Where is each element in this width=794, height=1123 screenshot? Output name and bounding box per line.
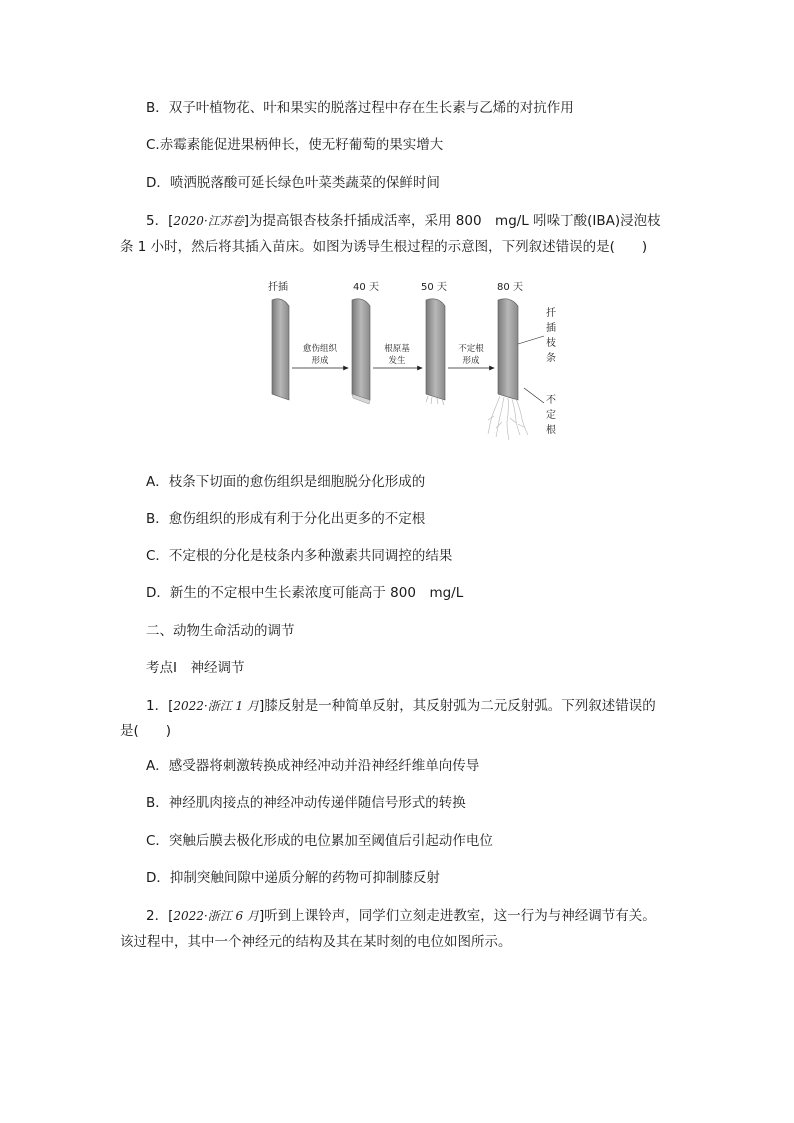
rooting-process-figure	[262, 276, 562, 442]
option-b-prev: B．双子叶植物花、叶和果实的脱落过程中存在生长素与乙烯的对抗作用	[146, 100, 574, 116]
question-stem-text: ]为提高银杏枝条扦插成活率，采用 800 mg/L 吲哚丁酸(IBA)浸泡枝	[243, 213, 661, 229]
question-1-stem-line2: 是( )	[120, 723, 172, 739]
cutting-stage-4	[498, 299, 518, 400]
question-5-stem-line2: 条 1 小时，然后将其插入苗床。如图为诱导生根过程的示意图，下列叙述错误的是( )	[120, 239, 648, 255]
arrow-3-label-line1: 不定根	[458, 344, 484, 354]
cutting-leader-line	[518, 336, 544, 344]
question-source: 2022·浙江 1 月	[173, 699, 259, 713]
option-b: B．神经肌肉接点的神经冲动传递伴随信号形式的转换	[146, 795, 466, 811]
side-label-root-1: 不	[546, 395, 556, 406]
stage-label-day40: 40 天	[353, 282, 379, 293]
question-2-stem-line1	[146, 906, 656, 926]
stage-label-day50: 50 天	[421, 282, 447, 293]
side-label-root-2: 定	[546, 410, 556, 421]
side-label-root-3: 根	[546, 425, 556, 436]
side-label-cutting-4: 条	[546, 353, 556, 364]
option-c: C．不定根的分化是枝条内多种激素共同调控的结果	[146, 548, 453, 564]
cutting-stage-2	[352, 299, 370, 400]
question-number: 5．[	[146, 213, 174, 229]
question-number: 2．[	[146, 908, 174, 924]
question-stem-text: ]膝反射是一种简单反射，其反射弧为二元反射弧。下列叙述错误的	[258, 698, 656, 714]
question-source: 2020·江苏卷	[173, 214, 244, 228]
arrow-2-label-line2: 发生	[388, 356, 406, 366]
option-d-prev: D．喷洒脱落酸可延长绿色叶菜类蔬菜的保鲜时间	[146, 175, 440, 191]
arrow-1-label-line1: 愈伤组织	[302, 344, 338, 354]
question-1-stem-line1	[146, 696, 656, 716]
option-d: D．新生的不定根中生长素浓度可能高于 800 mg/L	[146, 585, 464, 601]
side-label-cutting-3: 枝	[546, 338, 556, 349]
cutting-stage-1	[272, 299, 289, 400]
option-d: D．抑制突触间隙中递质分解的药物可抑制膝反射	[146, 870, 440, 886]
question-2-stem-line2: 该过程中，其中一个神经元的结构及其在某时刻的电位如图所示。	[120, 934, 512, 950]
side-label-cutting-2: 插	[546, 323, 556, 334]
option-a: A．感受器将刺激转换成神经冲动并沿神经纤维单向传导	[146, 758, 480, 774]
stage-label-day80: 80 天	[497, 282, 523, 293]
side-label-cutting-1: 扦	[546, 308, 556, 319]
option-b: B．愈伤组织的形成有利于分化出更多的不定根	[146, 511, 426, 527]
cutting-stage-3	[426, 299, 445, 400]
question-number: 1．[	[146, 698, 174, 714]
question-stem-text: ]听到上课铃声，同学们立刻走进教室，这一行为与神经调节有关。	[258, 908, 656, 924]
stage-label-planting: 扦插	[268, 282, 288, 293]
arrow-3-label-line2: 形成	[462, 356, 480, 366]
arrow-1-label-line2: 形成	[311, 356, 329, 366]
question-source: 2022·浙江 6 月	[173, 909, 259, 923]
question-5-stem-line1	[146, 211, 661, 231]
adventitious-roots	[488, 396, 528, 440]
option-c: C．突触后膜去极化形成的电位累加至阈值后引起动作电位	[146, 833, 493, 849]
arrow-2-label-line1: 根原基	[384, 344, 410, 354]
option-a: A．枝条下切面的愈伤组织是细胞脱分化形成的	[146, 474, 426, 490]
topic-heading: 考点Ⅰ 神经调节	[146, 660, 245, 676]
option-c-prev: C.赤霉素能促进果柄伸长，使无籽葡萄的果实增大	[146, 137, 444, 153]
root-leader-line	[524, 388, 544, 403]
section-title: 二、动物生命活动的调节	[146, 623, 295, 639]
